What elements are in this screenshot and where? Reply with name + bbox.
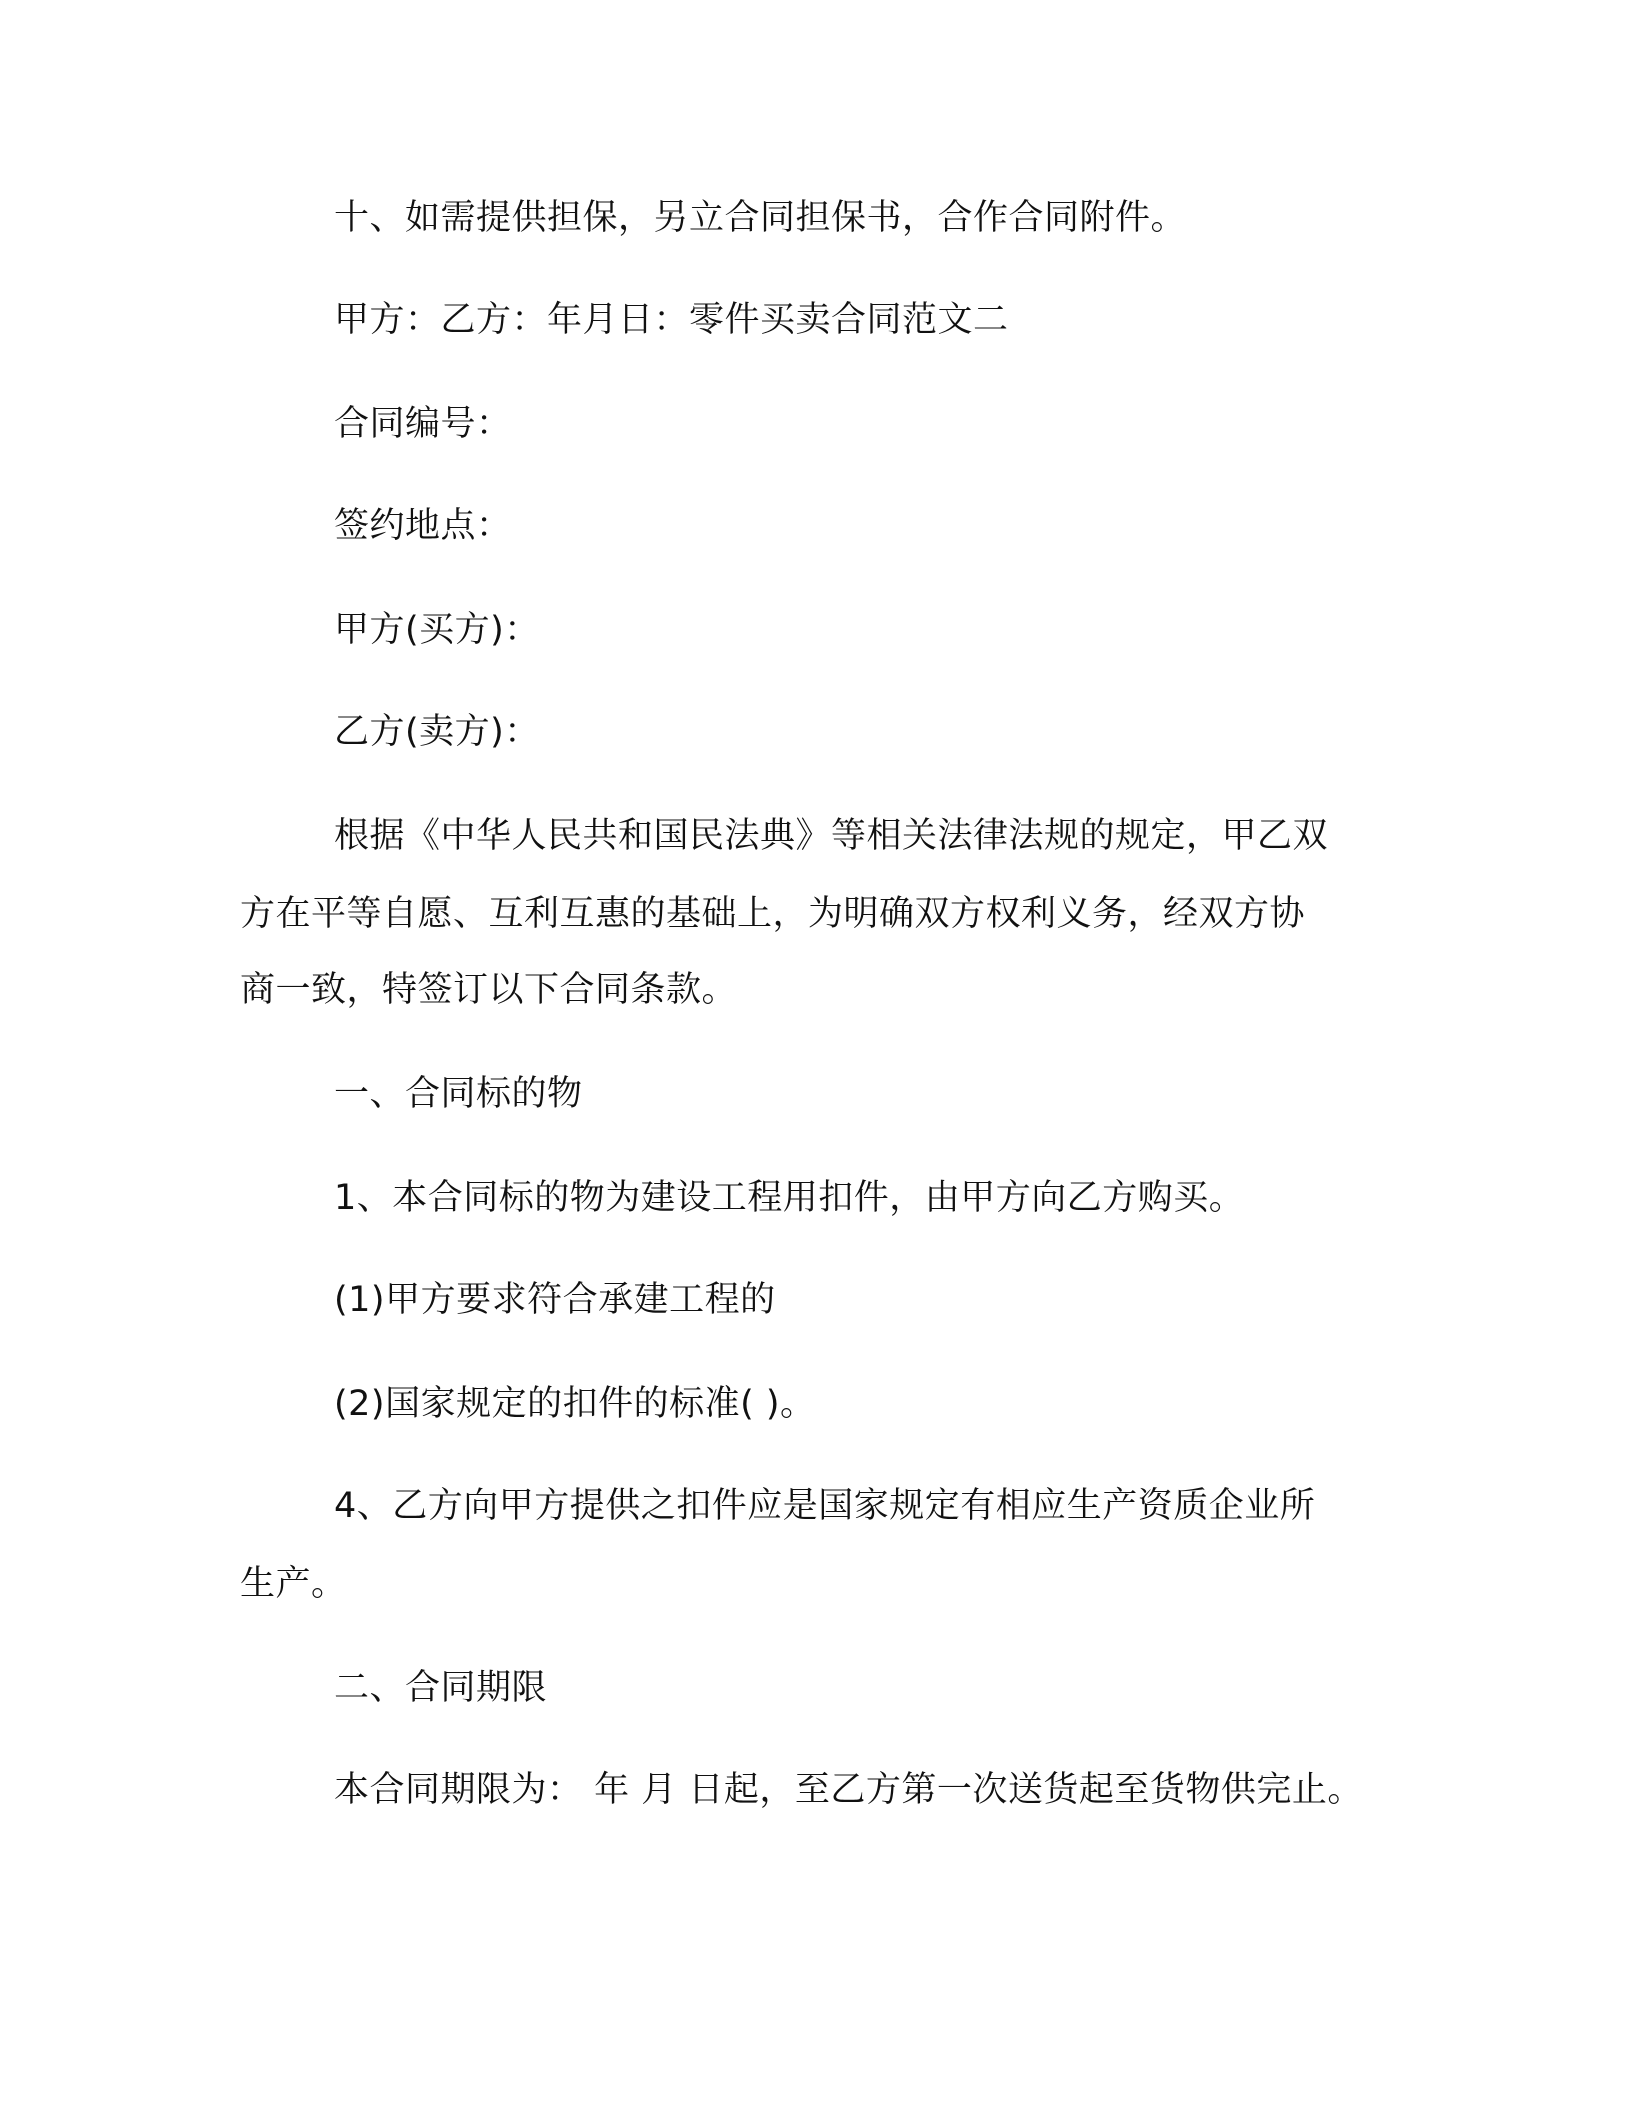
preamble-line-2: 方在平等自愿、互利互惠的基础上，为明确双方权利义务，经双方协: [240, 894, 1306, 934]
contract-number-label: 合同编号：: [334, 404, 512, 444]
clause-4-line-2: 生产。: [240, 1564, 347, 1604]
term-clause: 本合同期限为： 年 月 日起，至乙方第一次送货起至货物供完止。: [334, 1770, 1363, 1810]
clause-1: 1、本合同标的物为建设工程用扣件，由甲方向乙方购买。: [334, 1178, 1245, 1218]
preamble-line-3: 商一致，特签订以下合同条款。: [240, 970, 738, 1010]
seller-label: 乙方(卖方)：: [334, 712, 540, 752]
clause-guarantee: 十、如需提供担保，另立合同担保书，合作合同附件。: [334, 198, 1187, 238]
signature-line: 甲方：乙方：年月日：零件买卖合同范文二: [334, 300, 1009, 340]
clause-1-item-2: (2)国家规定的扣件的标准( )。: [334, 1384, 816, 1424]
preamble-line-1: 根据《中华人民共和国民法典》等相关法律法规的规定，甲乙双: [334, 816, 1329, 856]
clause-4-line-1: 4、乙方向甲方提供之扣件应是国家规定有相应生产资质企业所: [334, 1486, 1316, 1526]
clause-1-item-1: (1)甲方要求符合承建工程的: [334, 1280, 776, 1320]
signing-place-label: 签约地点：: [334, 506, 512, 546]
section-heading-subject: 一、合同标的物: [334, 1074, 583, 1114]
buyer-label: 甲方(买方)：: [334, 610, 540, 650]
section-heading-term: 二、合同期限: [334, 1668, 548, 1708]
